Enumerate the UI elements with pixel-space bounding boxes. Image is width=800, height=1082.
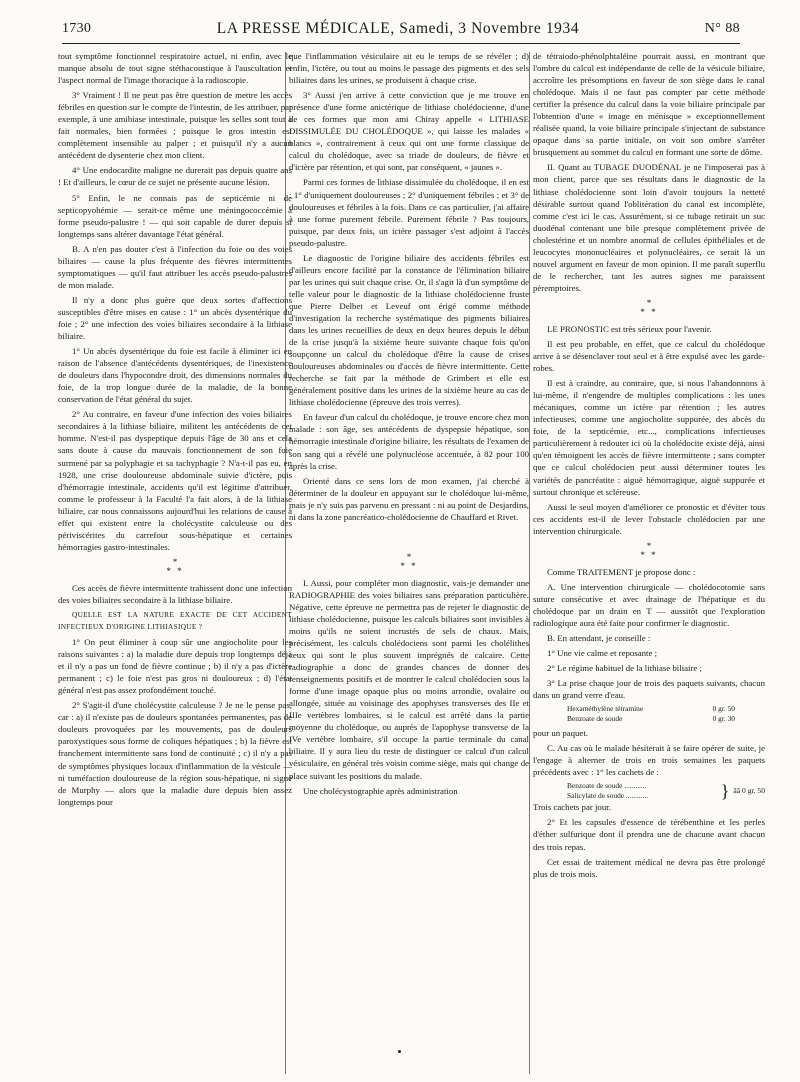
- paragraph: 2° Le régime habituel de la lithiase biliaire ;: [547, 663, 702, 674]
- paragraph: 2° Au contraire, en faveur d'une infection des voies biliaires secondaires à la lithiase biliaire, militent les antécédents de cet homme. N'est-il pas dyspeptique depuis l'âge de 30 ans et cela sans doute à cause du mauvais fonctionnement de son foie surmené par sa polyphagie et sa tachyphagie ? N'a-t-il pas eu, en 1928, une crise douloureuse abdominale suivie d'ictère, puis d'hémorragie intestinale, accidents qu'il est légitime d'attribuer, comme le professeur à la Faculté l'a fait alors, à de la lithiase biliaire, car nous connaissons aujourd'hui les relations de cause à effet qui existent entre la cholécystite calculeuse ou des périviscérites du carrefour sous-hépatique et certaines hémorragies gastro-intestinales.: [58, 409, 292, 552]
- section-separator: * * *: [166, 556, 184, 576]
- paragraph: 1° Une vie calme et reposante ;: [547, 648, 658, 659]
- paragraph: 4° Une endocardite maligne ne durerait pas depuis quatre ans ! Et d'ailleurs, le cœur de ce sujet ne présente aucune lésion.: [58, 165, 292, 188]
- paragraph: Aussi le seul moyen d'améliorer ce pronostic et d'éviter tous ces accidents est-il de lever l'obstacle cholédocien par une intervention chirurgicale.: [533, 501, 765, 536]
- paragraph: A. Une intervention chirurgicale — cholédocotomie sans suture consécutive et avec drainage de l'hépatique et du cholédoque par un drain en T — aussitôt que l'exploration radiologique aura été faite pour confirmer le diagnostic.: [533, 581, 765, 628]
- paragraph: LE PRONOSTIC est très sérieux pour l'avenir.: [547, 323, 712, 334]
- paragraph: Trois cachets par jour.: [533, 802, 611, 813]
- paragraph: tout symptôme fonctionnel respiratoire actuel, ni enfin, avec le manque absolu de tout signe stéthacoustique à l'auscultation et l'aspect normal de l'image thoracique à la radioscopie.: [58, 51, 292, 86]
- paragraph: II. Quant au TUBAGE DUODÉNAL je ne l'imposerai pas à mon client, parce que ses résultats dans le diagnostic de la lithiase cholédocienne sont loin d'avoir toujours la netteté désirable surtout quand l'oblitération du canal est incomplète, comme c'est ici le cas. Assurément, si ce tubage retirait un suc duodénal contenant une bile presque complètement privée de cholestérine et un nombre anormal de cellules épithéliales et de leucocytes mononucléaires et polynucléaires, ce serait là un nouvel argument en faveur de mon opinion. Il me paraît superflu de le rechercher, tant les autres signes me paraissent péremptoires.: [533, 162, 765, 293]
- paragraph: 2° S'agit-il d'une cholécystite calculeuse ? Je ne le pense pas, car : a) il n'existe pas de douleurs spontanées permanentes, pas de douleurs provoquées par les mouvements, pas de douleurs paroxystiques sous forme de coliques hépatiques ; b) la fièvre est franchement intermittente sans fond de continuité ; c) il n'y a pas de symptômes physiques locaux d'inflammation de la vésicule — ni tuméfaction douloureuse de la région sous-hépatique, ni signe de Murphy — alors que la maladie dure depuis bien assez longtemps pour: [58, 700, 292, 807]
- prescription-item: Salicylate de soude ............: [567, 791, 649, 801]
- prescription-block: [533, 781, 765, 801]
- paragraph: 1° Un abcès dysentérique du foie est facile à éliminer ici en raison de l'absence d'antécédents dysentériques, de l'inexistence de douleurs dans l'hypocondre droit, des dimensions normales du foie, de la trop longue durée de la maladie, de la bonne conservation de l'état général du sujet.: [58, 346, 292, 405]
- page-header: [62, 14, 740, 44]
- brace-symbol: }: [720, 781, 730, 802]
- section-heading: QUELLE EST LA NATURE EXACTE DE CET ACCIDENT INFECTIEUX D'ORIGINE LITHIASIQUE ?: [58, 609, 292, 632]
- journal-title: LA PRESSE MÉDICALE, Samedi, 3 Novembre 1934: [216, 19, 580, 37]
- section-separator: * * *: [400, 551, 418, 571]
- column-2: [289, 50, 529, 1072]
- paragraph: Le diagnostic de l'origine biliaire des accidents fébriles est d'ailleurs encore facilité par la constance de l'élimination biliaire par les urines qui suit chaque crise. Or, il s'agit là d'un symptôme de telle valeur pour le diagnostic de la lithiase cholédocienne fruste que Pierre Delbet et Leveuf ont érigé comme méthode d'investigation la recherche systématique des pigments biliaires dans les urines recueillies de deux en deux heures depuis le début de la crise jusqu'à la sixième heure suivante chaque fois qu'on soupçonne un calcul du cholédoque d'être la cause de crises douloureuses abdominales ou d'accès de fièvre intermittente. Cette recherche se fait par la méthode de Grimbert et elle est généralement positive dans les urines de la sixième heure au cas de lithiase cholédocienne (épreuve des trois verres).: [289, 252, 529, 408]
- column-1: [58, 50, 292, 1072]
- paragraph: 3° Vraiment ! Il ne peut pas être question de mettre les accès fébriles en question sur le compte de l'intestin, de les attribuer, par exemple, à une amibiase intestinale, puisque les selles sont tout à fait normales, bien formées ; puisque le gros intestin est complètement insensible au palper ; et puisqu'il n'y a aucun antécédent de dysenterie chez mon client.: [58, 90, 292, 161]
- paragraph: Une cholécystographie après administration: [303, 785, 458, 796]
- column-3: [533, 50, 765, 1072]
- paragraph: B. En attendant, je conseille :: [547, 632, 651, 643]
- paragraph: Il n'y a donc plus guère que deux sortes d'affections susceptibles d'être mises en cause : 1° un abcès dysentérique du foie ; 2° une infection des voies biliaires secondaire à la lithiase biliaire.: [58, 294, 292, 342]
- prescription-item: Benzoate de soude ............: [567, 781, 647, 791]
- paragraph: 5° Enfin, le ne connais pas de septicémie ni de septicopyohémie — serait-ce même une méningococcémie à forme pseudo-palustre ! — qui soit capable de durer depuis si longtemps sans altérer davantage l'état général.: [58, 192, 292, 239]
- paragraph: 3° La prise chaque jour de trois des paquets suivants, chacun dans un grand verre d'eau.: [533, 678, 765, 701]
- paragraph: Orienté dans ce sens lors de mon examen, j'ai cherché à déterminer de la douleur en appuyant sur le cholédoque lui-même, mais je n'y suis pas parvenu en pressant : ni au point de Desjardins, ni dans la zone pancréatico-cholédocienne de Chauffard et Rivet.: [289, 475, 529, 522]
- paragraph: Parmi ces formes de lithiase dissimulée du cholédoque, il en est : 1° d'uniquement douloureuses ; 2° d'uniquement fébriles ; et 3° de douloureuses et fébriles à la fois. Dans ce cas particulier, j'ai affaire à une forme purement fébrile. Purement fébrile ? Pas toujours, puisque, par deux fois, un ictère passager s'est adjoint à l'accès pseudo-palustre.: [289, 177, 529, 248]
- paragraph: Il est peu probable, en effet, que ce calcul du cholédoque arrive à se désenclaver tout seul et à être expulsé avec les garde-robes.: [533, 338, 765, 374]
- section-separator: * * *: [640, 540, 658, 560]
- paragraph: Comme TRAITEMENT je propose donc :: [547, 566, 696, 577]
- paragraph: 3° Aussi j'en arrive à cette conviction que je me trouve en présence d'une forme anictérique de lithiase cholédocienne, d'une de ces formes que mon ami Chiray appelle « LITHIASE DISSIMULÉE DU CHOLÉDOQUE », qui laisse les malades « blancs », contrairement à ceux qui ont une forme classique de calcul du cholédoque, avec sa triade de douleurs, de fièvre et d'ictère par rétention, et qui sont, par conséquent, « jaunes ».: [289, 90, 529, 173]
- paragraph: de tétraiodo-phénolphtaléine pourrait aussi, en montrant que l'ombre du calcul est indépendante de celle de la vésicule biliaire, accroître les présomptions en faveur de son siège dans le canal cholédoque. Mais il ne faut pas compter par cette méthode certifier la présence du calcul dans la voie biliaire principale par l'obtention d'une « image en ménisque » exceptionnellement réalisée quand, la voie biliaire principale s'injectant de substance opaque dans sa partie initiale, on voit son ombre s'arrêter brusquement au sommet du calcul en formant une sorte de dôme.: [533, 51, 765, 158]
- prescription-line: Benzoate de soude 0 gr. 30: [567, 714, 735, 724]
- prescription-line: Hexaméthylène tétramine 0 gr. 50: [567, 704, 735, 714]
- paragraph: 1° On peut éliminer à coup sûr une angiocholite pour les raisons suivantes : a) la maladie dure depuis trop longtemps déjà et il n'y a pas un fond de fièvre continue ; b) il n'y a pas d'ictère permanent ; c) le foie n'est pas gros ni douloureux ; d) l'état général n'est pas assez profondément touché.: [58, 637, 292, 696]
- paragraph: que l'inflammation vésiculaire ait eu le temps de se révéler ; d) enfin, l'ictère, ou tout au moins le passage des pigments et des sels biliaires dans les urines, se produisent à chaque crise.: [289, 51, 529, 86]
- column-divider: [529, 52, 530, 1074]
- paragraph: B. A n'en pas douter c'est à l'infection du foie ou des voies biliaires — cause la plus fréquente des fièvres intermittentes symptomatiques — qu'il faut attribuer les accès pseudo-palustres de mon malade.: [58, 243, 292, 290]
- page-number: 1730: [62, 20, 92, 36]
- issue-number: N° 88: [704, 20, 740, 36]
- prescription-dose: āā 0 gr. 50: [733, 786, 765, 796]
- paragraph: Il est à craindre, au contraire, que, si nous l'abandonnons à lui-même, il n'engendre de multiples complications : les unes mécaniques, comme un ictère par rétention ; les autres infectieuses, comme une angiocholite suppurée, des abcès du foie, de la septicémie, etc..., complications infectieuses particulièrement à redouter ici où la cholédocite existe déjà, ainsi qu'en témoignent les accès de fièvre intermittente ; sans compter que ce calcul cholédocien peut aussi déterminer toutes les variétés de pancréatite : aiguë hémorragique, aiguë suppurée et surtout chronique et scléreuse.: [533, 378, 765, 497]
- paragraph: C. Au cas où le malade hésiterait à se faire opérer de suite, je l'engage à alterner de trois en trois semaines les paquets précédents avec : 1° les cachets de :: [533, 743, 765, 778]
- paragraph: I. Aussi, pour compléter mon diagnostic, vais-je demander une RADIOGRAPHIE des voies biliaires sans préparation particulière. Négative, cette épreuve ne permettra pas de rejeter le diagnostic de lithiase cholédocienne, puisque les calculs biliaires sont invisibles à moins qu'ils ne soient incrustés de sels de chaux. Mais, précisément, les calculs cholédociens sont parmi les cholélithes ceux qui sont le plus souvent imprégnés de calcaire. Cette radiographie a donc de grandes chances de donner des renseignements positifs et de montrer le calcul cholédocien sous la forme d'une image opaque plus ou moins arrondie, ovalaire ou allongée, située au voisinage des apophyses transverses des IIe et IIIe vertèbres lombaires, si le calcul est arrêté dans la partie moyenne du cholédoque, ou auprès de l'apophyse transverse de la IVe vertèbre lombaire, s'il occupe la partie terminale du canal biliaire. Il y aura lieu du reste de distinguer ce calcul d'un calcul vésiculaire, en général très voisin comme siège, mais qui change de place suivant les positions du malade.: [289, 577, 529, 781]
- paragraph: Ces accès de fièvre intermittente trahissent donc une infection des voies biliaires secondaire à la lithiase biliaire.: [58, 582, 292, 605]
- print-mark: [398, 1050, 401, 1053]
- paragraph: pour un paquet.: [533, 728, 588, 739]
- paragraph: Cet essai de traitement médical ne devra pas être prolongé plus de trois mois.: [533, 856, 765, 879]
- section-separator: * * *: [640, 297, 658, 317]
- paragraph: En faveur d'un calcul du cholédoque, je trouve encore chez mon malade : son âge, ses antécédents de dyspepsie hépatique, son hémorragie intestinale d'origine biliaire, les résultats de l'examen de son sang qui a révélé une polynucléose accentuée, à 82 pour 100 après la crise.: [289, 412, 529, 471]
- paragraph: 2° Et les capsules d'essence de térébenthine et les perles d'éther sulfurique dont il prendra une de chacune avant chacun des trois repas.: [533, 817, 765, 852]
